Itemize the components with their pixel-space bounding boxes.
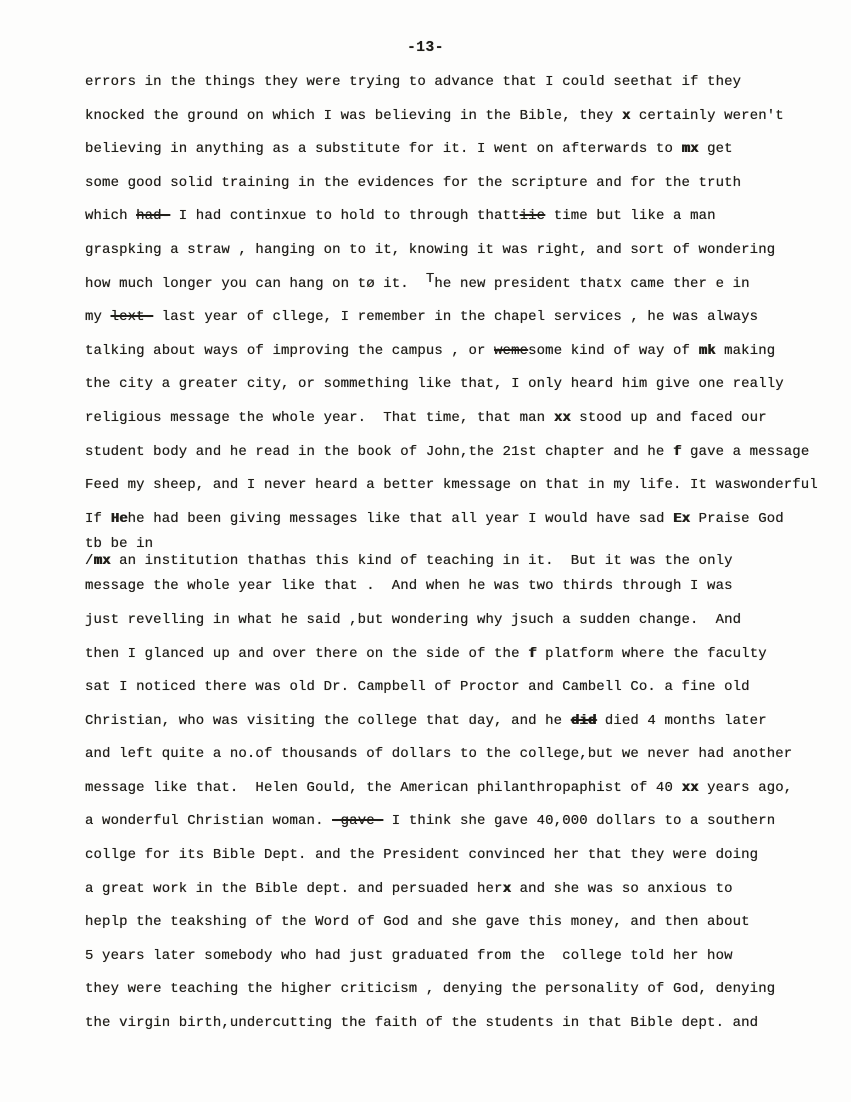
text-line <box>85 738 845 772</box>
text-segment: If <box>85 510 111 527</box>
text-segment: just revelling in what he said ,but wondering why jsuch a sudden change. And <box>85 611 742 628</box>
text-line <box>85 839 845 873</box>
text-segment-strike: iie <box>519 208 546 225</box>
text-segment: some kind of way of <box>528 342 699 359</box>
text-segment-bold: He <box>110 510 128 527</box>
text-line <box>85 772 845 806</box>
text-segment: collge for its Bible Dept. and the President convinced her that they were doing <box>85 847 759 864</box>
text-segment: errors in the things they were trying to advance that I could seethat if they <box>85 74 742 90</box>
text-segment-bold: x <box>502 880 512 897</box>
text-segment-strike: lext- <box>110 309 154 326</box>
text-line <box>85 268 845 302</box>
text-segment: last year of cllege, I remember in the chapel services , he was always <box>153 309 759 326</box>
text-line <box>85 671 845 705</box>
text-line <box>85 705 845 739</box>
text-segment-bold: f <box>528 645 537 662</box>
text-segment: my <box>85 309 111 326</box>
text-line <box>85 503 845 537</box>
text-segment: and she was so anxious to <box>511 880 733 897</box>
text-segment: tb be in <box>85 536 154 553</box>
text-line <box>85 940 845 974</box>
text-line <box>85 553 845 570</box>
text-line <box>85 1007 845 1041</box>
text-segment: years ago, <box>698 779 793 796</box>
text-segment-bold: Ex <box>673 510 691 527</box>
text-segment: the city a greater city, or sommething like that, I only heard him give one really <box>85 376 784 393</box>
text-segment: knocked the ground on which I was believing in the Bible, they <box>85 107 622 124</box>
text-segment: message the whole year like that . And when he was two thirds through I was <box>85 578 733 595</box>
text-segment: / <box>85 553 94 570</box>
text-segment-bold: xx <box>681 779 699 796</box>
text-segment: he had been giving messages like that all year I would have sad <box>127 510 673 527</box>
document-body <box>85 66 845 1041</box>
text-segment: talking about ways of improving the campus , or <box>85 342 495 359</box>
text-line <box>85 638 845 672</box>
text-segment: a wonderful Christian woman. <box>85 813 333 830</box>
text-segment: 5 years later somebody who had just graduated from the college told her how <box>85 947 733 964</box>
text-segment: I think she gave 40,000 dollars to a southern <box>383 813 776 830</box>
text-segment: believing in anything as a substitute for it. I went on afterwards to <box>85 141 682 158</box>
page-number: -13- <box>407 40 444 56</box>
text-segment: Praise God <box>690 510 784 527</box>
text-segment: he new president thatx came ther e in <box>434 275 750 292</box>
text-segment-bold: f <box>672 443 682 460</box>
text-segment: sat I noticed there was old Dr. Campbell of Proctor and Cambell Co. a fine old <box>85 679 750 696</box>
text-segment: stood up and faced our <box>570 409 767 426</box>
text-segment-strike: weme <box>494 342 529 359</box>
text-line <box>85 436 845 470</box>
text-line <box>85 368 845 402</box>
text-segment: the virgin birth,undercutting the faith of the students in that Bible dept. and <box>85 1015 759 1032</box>
text-segment: certainly weren't <box>630 107 784 124</box>
text-line <box>85 234 845 268</box>
text-line <box>85 200 845 234</box>
text-segment-strike: had- <box>136 208 171 225</box>
text-segment: Feed my sheep, and I never heard a better kmessage on that in my life. It waswonderful <box>85 477 818 494</box>
text-segment-bold: mx <box>93 553 111 570</box>
text-segment: then I glanced up and over there on the side of the <box>85 645 529 662</box>
text-segment: gave a message <box>681 443 810 460</box>
text-segment: a great work in the Bible dept. and persuaded her <box>85 880 503 897</box>
text-segment: student body and he read in the book of John,the 21st chapter and he <box>85 443 673 460</box>
text-segment: how much longer you can hang on tø it. <box>85 275 426 292</box>
text-segment: Christian, who was visiting the college that day, and he <box>85 712 571 729</box>
text-line <box>85 604 845 638</box>
text-line <box>85 402 845 436</box>
text-segment-strike: -gave- <box>332 813 384 830</box>
text-line <box>85 873 845 907</box>
text-segment: time but like a man <box>545 208 716 225</box>
text-segment-bold-strike: did <box>570 712 597 729</box>
text-segment-bold: mk <box>698 342 716 359</box>
text-line <box>85 301 845 335</box>
text-line <box>85 167 845 201</box>
text-segment: religious message the whole year. That time, that man <box>85 409 554 426</box>
text-segment-bold: mx <box>681 141 699 158</box>
text-line <box>85 973 845 1007</box>
text-segment: platform where the faculty <box>536 645 767 662</box>
text-line <box>85 133 845 167</box>
text-segment: I had continxue to hold to through thatt <box>170 208 520 225</box>
text-segment: some good solid training in the evidences for the scripture and for the truth <box>85 174 742 191</box>
text-segment: and left quite a no.of thousands of dollars to the college,but we never had another <box>85 746 793 763</box>
text-line <box>85 335 845 369</box>
text-segment: graspking a straw , hanging on to it, knowing it was right, and sort of wondering <box>85 241 776 258</box>
text-line <box>85 906 845 940</box>
text-line <box>85 805 845 839</box>
text-line <box>85 570 845 604</box>
text-line <box>85 100 845 134</box>
text-segment: message like that. Helen Gould, the American philanthropaphist of 40 <box>85 779 682 796</box>
text-segment: heplp the teakshing of the Word of God and she gave this money, and then about <box>85 914 750 931</box>
text-line <box>85 536 845 553</box>
text-segment: which <box>85 208 137 225</box>
text-segment-bold: x <box>621 107 631 124</box>
text-segment: get <box>698 141 733 158</box>
text-segment: making <box>715 342 776 359</box>
text-segment-sup: T <box>425 270 435 287</box>
text-segment: an institution thathas this kind of teaching in it. But it was the only <box>110 553 733 570</box>
text-segment: they were teaching the higher criticism , denying the personality of God, denying <box>85 981 776 998</box>
text-segment-bold: xx <box>553 409 571 426</box>
text-segment: died 4 months later <box>596 712 767 729</box>
text-line <box>85 469 845 503</box>
text-line <box>85 66 845 100</box>
